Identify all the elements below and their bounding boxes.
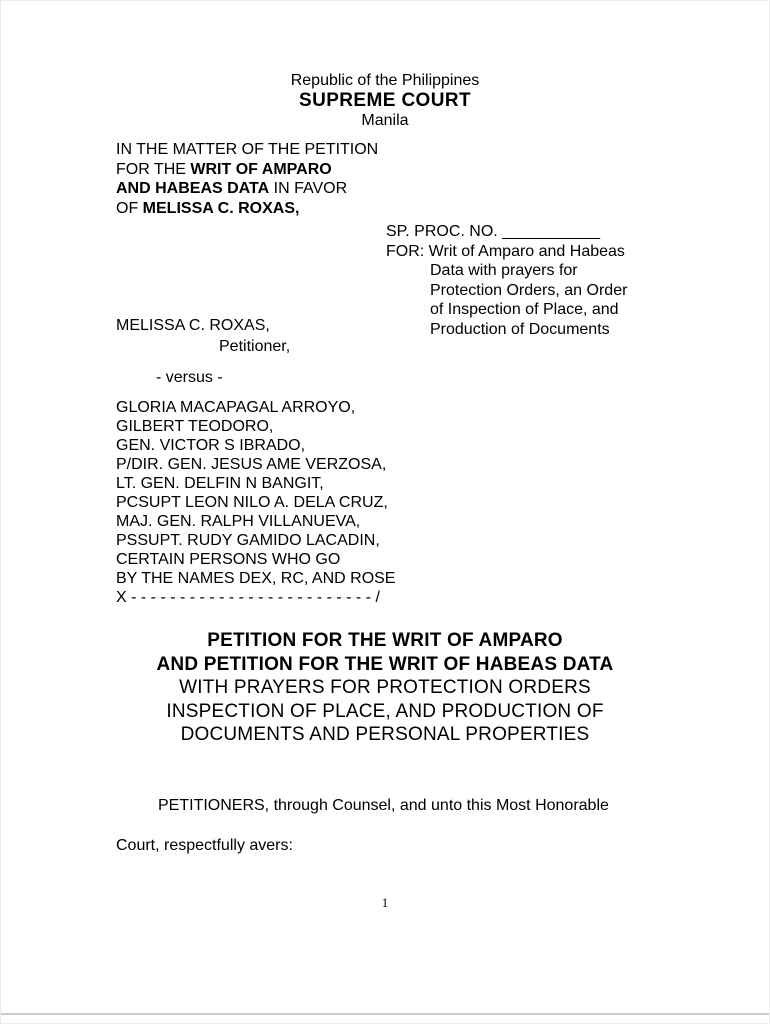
matter-text-bold: WRIT OF AMPARO [190, 160, 332, 178]
document-header [1, 71, 769, 131]
matter-text-bold: AND HABEAS DATA [116, 180, 270, 197]
petition-subtitle-line: WITH PRAYERS FOR PROTECTION ORDERS [179, 677, 591, 698]
petition-subtitle-line: DOCUMENTS AND PERSONAL PROPERTIES [180, 724, 590, 745]
petition-title-line: PETITION FOR THE WRIT OF AMPARO [207, 630, 563, 651]
respondents-list [116, 398, 395, 607]
respondent-row: BY THE NAMES DEX, RC, AND ROSE [116, 570, 396, 587]
respondent-row: CERTAIN PERSONS WHO GO [116, 551, 341, 568]
case-for-cont-line: of Inspection of Place, and [430, 301, 619, 318]
petition-title [1, 629, 769, 747]
respondent-row: GEN. VICTOR S IBRADO, [116, 437, 306, 454]
versus-line: - versus - [156, 369, 223, 386]
page-number: 1 [381, 895, 389, 910]
case-number-line [386, 222, 627, 242]
case-for-cont-line: Protection Orders, an Order [430, 281, 628, 299]
page-bottom-divider [1, 1013, 769, 1015]
case-for-cont-line: Production of Documents [430, 320, 610, 338]
respondent-row: P/DIR. GEN. JESUS AME VERZOSA, [116, 456, 387, 473]
caption-matter-block [116, 140, 378, 218]
header-republic: Republic of the Philippines [290, 72, 480, 89]
respondent-row: LT. GEN. DELFIN N BANGIT, [116, 475, 324, 492]
respondent-row: GLORIA MACAPAGAL ARROYO, [116, 399, 356, 416]
opening-paragraph-line-2: Court, respectfully avers: [116, 837, 293, 854]
petitioner-name: MELISSA C. ROXAS, [116, 317, 270, 334]
case-for-text: Writ of Amparo and Habeas [428, 242, 625, 260]
matter-line-1 [116, 140, 378, 160]
matter-text: IN FAVOR [269, 180, 348, 197]
matter-text: IN THE MATTER OF THE PETITION [116, 141, 379, 158]
matter-line-4 [116, 199, 378, 219]
case-number-label: SP. PROC. NO. [386, 223, 498, 240]
respondent-row: PSSUPT. RUDY GAMIDO LACADIN, [116, 532, 380, 549]
opening-paragraph-line-1: PETITIONERS, through Counsel, and unto this Most Honorable [158, 797, 609, 814]
respondent-row: GILBERT TEODORO, [116, 418, 274, 435]
case-number-blank: ___________ [502, 223, 601, 240]
petition-title-line: AND PETITION FOR THE WRIT OF HABEAS DATA [156, 653, 614, 675]
matter-line-2 [116, 160, 378, 180]
caption-end-line: X - - - - - - - - - - - - - - - - - - - - - - - - - / [116, 589, 380, 606]
matter-text: FOR THE [116, 160, 191, 178]
case-for-continuation [430, 261, 627, 339]
case-for-cont-line: Data with prayers for [430, 262, 578, 279]
header-city: Manila [361, 112, 409, 129]
case-for-label: FOR: [386, 242, 425, 260]
matter-text-bold: MELISSA C. ROXAS, [142, 199, 300, 217]
respondent-row: PCSUPT LEON NILO A. DELA CRUZ, [116, 494, 388, 511]
petitioner-role: Petitioner, [219, 338, 291, 355]
respondent-row: MAJ. GEN. RALPH VILLANUEVA, [116, 513, 361, 530]
matter-text: OF [116, 199, 143, 217]
header-court-name: SUPREME COURT [299, 90, 471, 111]
matter-line-3 [116, 179, 378, 199]
petition-subtitle-line: INSPECTION OF PLACE, AND PRODUCTION OF [166, 700, 604, 722]
case-info-block [386, 222, 627, 339]
case-for-line [386, 242, 627, 262]
